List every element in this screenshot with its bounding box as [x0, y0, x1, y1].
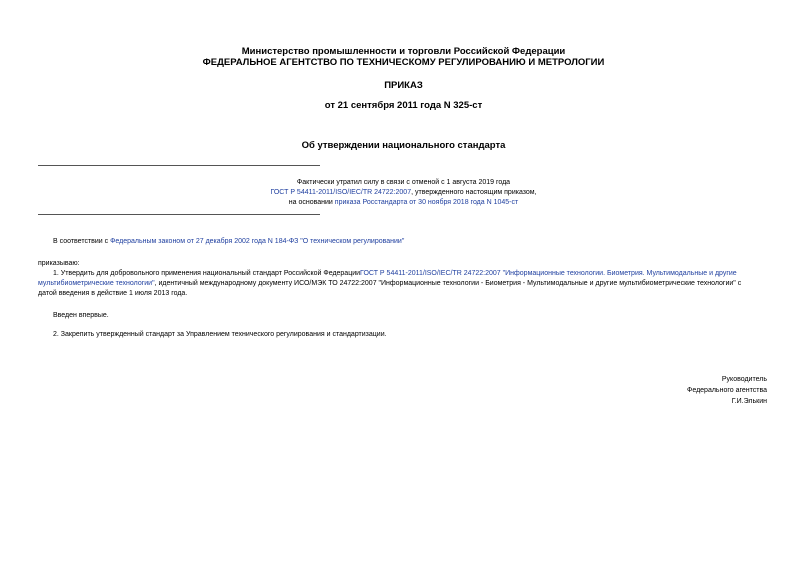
gost-link[interactable]: ГОСТ Р 54411-2011/ISO/IEC/TR 24722:2007	[270, 189, 412, 196]
rosstandart-order-link[interactable]: приказа Росстандарта от 30 ноября 2018 года N 1045-ст	[334, 199, 519, 206]
federal-law-link[interactable]: Федеральным законом от 27 декабря 2002 года N 184-ФЗ "О техническом регулировании"	[110, 238, 405, 245]
item1-prefix: 1. Утвердить для добровольного применения национальный стандарт Российской Федерации	[53, 270, 361, 277]
item1-rest: , идентичный международному документу ИСО/МЭК ТО 24722:2007 "Информационные технологии - Биометрия - Мультимодальные и другие мультибиометрические технологии" с	[154, 280, 742, 287]
introduced-note: Введен впервые.	[53, 312, 109, 319]
status-note-line3	[0, 198, 807, 208]
gost-standard-link[interactable]: ГОСТ Р 54411-2011/ISO/IEC/TR 24722:2007 "Информационные технологии. Биометрия. Мультимодальные и другие	[360, 270, 737, 277]
signature-name: Г.И.Элькин	[731, 398, 767, 405]
date-number-heading: от 21 сентября 2011 года N 325-ст	[324, 100, 483, 111]
doc-type-heading: ПРИКАЗ	[384, 80, 423, 91]
ministry-heading: Министерство промышленности и торговли Российской Федерации	[241, 46, 566, 57]
order-word: приказываю:	[38, 260, 80, 267]
item2: 2. Закрепить утвержденный стандарт за Управлением технического регулирования и стандартизации.	[53, 331, 387, 338]
agency-heading: ФЕДЕРАЛЬНОЕ АГЕНТСТВО ПО ТЕХНИЧЕСКОМУ РЕГУЛИРОВАНИЮ И МЕТРОЛОГИИ	[202, 57, 605, 68]
divider-top	[38, 165, 320, 166]
signature-title1: Руководитель	[721, 376, 767, 383]
status-note-line2	[0, 188, 807, 198]
item1-line1	[53, 269, 737, 279]
status-note-line3-prefix: на основании	[288, 199, 335, 206]
item1-line2	[38, 279, 741, 289]
subject-heading: Об утверждении национального стандарта	[301, 140, 506, 151]
gost-standard-link-cont[interactable]: мультибиометрические технологии"	[38, 280, 155, 287]
preamble-prefix: В соответствии с	[53, 238, 111, 245]
signature-title2: Федерального агентства	[687, 387, 767, 394]
status-note-line2-text: , утвержденного настоящим приказом,	[411, 189, 537, 196]
preamble	[53, 237, 404, 247]
item1-line3: датой введения в действие 1 июля 2013 года.	[38, 290, 188, 297]
status-note-line1: Фактически утратил силу в связи с отменой с 1 августа 2019 года	[296, 179, 511, 186]
divider-bottom	[38, 214, 320, 215]
